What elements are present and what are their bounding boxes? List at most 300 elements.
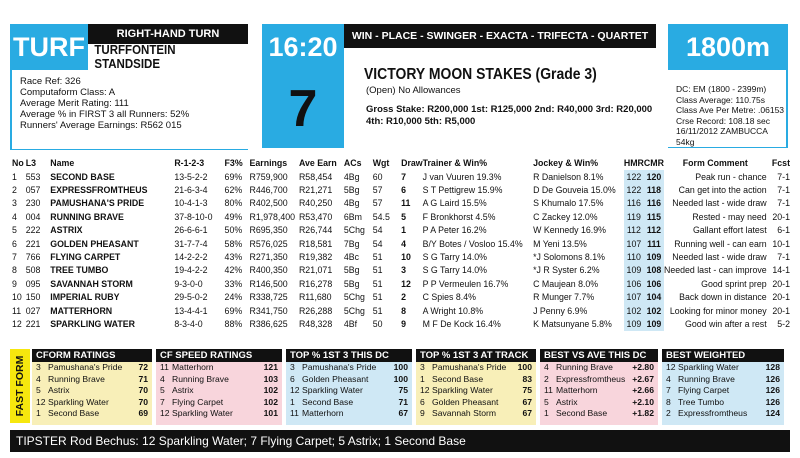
runner-acs: 5Bg xyxy=(343,278,360,289)
runner-f3: 69% xyxy=(224,171,243,182)
runner-r123: 9-3-0-0 xyxy=(174,278,203,289)
runner-draw: 10 xyxy=(401,252,411,263)
fast-form-row xyxy=(416,362,536,374)
runner-no: 4 xyxy=(12,211,17,222)
runner-hmr: 119 xyxy=(624,210,644,223)
table-row xyxy=(12,237,790,250)
runner-hmr: 122 xyxy=(624,183,644,196)
runner-trainer: P P Vermeulen 16.7% xyxy=(422,278,509,289)
table-row xyxy=(12,197,790,210)
runner-cmr: 104 xyxy=(644,291,664,304)
fast-form-horse: Matterhorn xyxy=(556,385,598,396)
fast-form-row xyxy=(32,385,152,397)
runner-draw: 5 xyxy=(401,211,406,222)
fast-form-value: 70 xyxy=(138,385,148,396)
fast-form-value: +2.66 xyxy=(632,385,654,396)
runner-fcst: 5-2 xyxy=(777,318,790,329)
runner-earn: R759,900 xyxy=(249,171,288,182)
runner-comment: Needed last - can improve xyxy=(663,265,767,276)
runner-name: RUNNING BRAVE xyxy=(50,211,124,222)
runner-fcst: 20-1 xyxy=(772,211,790,222)
runner-r123: 13-5-2-2 xyxy=(174,171,208,182)
fast-form-row xyxy=(32,397,152,409)
runner-f3: 88% xyxy=(224,318,243,329)
runner-cmr: 109 xyxy=(644,250,664,263)
fast-form-horse: Sparkling Water xyxy=(172,408,233,419)
fast-form-number: 7 xyxy=(160,396,165,407)
fast-form-horse: Matterhorn xyxy=(302,408,344,419)
col-l3: L3 xyxy=(25,157,36,168)
track-direction: RIGHT-HAND TURN xyxy=(88,24,248,44)
fast-form-box xyxy=(286,349,412,425)
runner-l3: 150 xyxy=(25,292,41,303)
runner-comment: Back down in distance xyxy=(679,292,767,303)
runner-acs: 7Bg xyxy=(343,238,360,249)
col-r123: R-1-2-3 xyxy=(174,157,205,168)
average-first3: Average % in FIRST 3 all Runners: 52% xyxy=(20,109,190,120)
runner-l3: 027 xyxy=(25,305,41,316)
fast-form-row xyxy=(156,374,282,386)
runner-comment: Needed last - wide draw xyxy=(672,252,767,263)
fast-form-row xyxy=(540,385,658,397)
runner-no: 6 xyxy=(12,238,17,249)
fast-form-number: 11 xyxy=(544,385,553,396)
runner-hmr: 106 xyxy=(624,277,644,290)
race-time: 16:20 xyxy=(262,24,344,70)
runner-jockey: M Yeni 13.5% xyxy=(533,238,587,249)
fast-form-number: 6 xyxy=(420,396,425,407)
runner-r123: 19-4-2-2 xyxy=(174,265,208,276)
runner-f3: 50% xyxy=(224,225,243,236)
runner-r123: 31-7-7-4 xyxy=(174,238,208,249)
fast-form-value: 75 xyxy=(398,385,408,396)
average-earnings: Runners' Average Earnings: R562 015 xyxy=(20,120,182,131)
runner-name: PAMUSHANA'S PRIDE xyxy=(50,198,145,209)
fast-form-number: 5 xyxy=(36,385,41,396)
runner-jockey: R Danielson 8.1% xyxy=(533,171,604,182)
runner-fcst: 20-1 xyxy=(772,278,790,289)
runner-ave: R16,278 xyxy=(298,278,333,289)
table-row xyxy=(12,183,790,196)
runner-f3: 80% xyxy=(224,198,243,209)
runner-acs: 5Chg xyxy=(343,225,365,236)
computaform-class: Computaform Class: A xyxy=(20,87,116,98)
runner-ave: R48,328 xyxy=(298,318,333,329)
fast-form-box-title: BEST WEIGHTED xyxy=(662,349,784,362)
fast-form-box xyxy=(156,349,282,425)
runner-comment: Good sprint prep xyxy=(701,278,767,289)
runner-l3: 057 xyxy=(25,185,41,196)
fast-form-horse: Golden Pheasant xyxy=(432,396,499,407)
stakes-line-1: Gross Stake: R200,000 1st: R125,000 2nd: R40,000 3rd: R20,000 xyxy=(366,104,653,115)
runner-trainer: P A Peter 16.2% xyxy=(422,225,487,236)
runner-ave: R58,454 xyxy=(298,171,333,182)
fast-form-horse: Second Base xyxy=(48,408,100,419)
course-record-holder: 16/11/2012 ZAMBUCCA 54kg xyxy=(676,126,768,147)
runner-draw: 12 xyxy=(401,278,411,289)
runner-earn: R446,700 xyxy=(249,185,288,196)
fast-form-horse: Pamushana's Pride xyxy=(302,362,377,372)
class-average-per-metre: Class Ave Per Metre: .06153 xyxy=(676,105,785,115)
runner-name: EXPRESSFROMTHEUS xyxy=(50,185,148,196)
fast-form-value: +2.10 xyxy=(632,396,654,407)
fast-form-value: +2.80 xyxy=(632,362,654,372)
fast-form-row xyxy=(416,374,536,386)
runner-r123: 37-8-10-0 xyxy=(174,211,213,222)
average-merit: Average Merit Rating: 111 xyxy=(20,98,129,109)
runner-f3: 58% xyxy=(224,238,243,249)
runner-acs: 5Chg xyxy=(343,305,365,316)
runner-name: SECOND BASE xyxy=(50,171,115,182)
runner-hmr: 107 xyxy=(624,237,644,250)
runner-r123: 29-5-0-2 xyxy=(174,292,208,303)
runner-earn: R576,025 xyxy=(249,238,288,249)
fast-form-row xyxy=(540,397,658,409)
fast-form-box xyxy=(662,349,784,425)
runner-hmr: 122 xyxy=(624,170,644,183)
runner-wgt: 51 xyxy=(372,292,383,303)
runner-hmr: 102 xyxy=(624,304,644,317)
fast-form-number: 4 xyxy=(666,373,671,384)
col-cmr: CMR xyxy=(643,157,664,168)
runner-cmr: 118 xyxy=(644,183,664,196)
col-ave-earn: Ave Earn xyxy=(298,157,337,168)
fast-form-number: 5 xyxy=(160,385,165,396)
runner-jockey: C Zackey 12.0% xyxy=(533,211,598,222)
fast-form-row xyxy=(662,408,784,420)
runner-cmr: 109 xyxy=(644,317,664,330)
runner-f3: 49% xyxy=(224,211,243,222)
fast-form-row xyxy=(540,374,658,386)
runner-ave: R53,470 xyxy=(298,211,333,222)
runner-cmr: 102 xyxy=(644,304,664,317)
fast-form-row xyxy=(156,408,282,420)
fast-form-value: 71 xyxy=(398,396,408,407)
fast-form-horse: Second Base xyxy=(556,408,608,419)
fast-form-value: +2.67 xyxy=(632,373,654,384)
runner-hmr: 107 xyxy=(624,291,644,304)
runner-jockey: D De Gouveia 15.0% xyxy=(533,185,616,196)
runner-jockey: J Penny 6.9% xyxy=(533,305,588,316)
fast-form-horse: Astrix xyxy=(556,396,578,407)
runner-fcst: 20-1 xyxy=(772,305,790,316)
fast-form-horse: Running Brave xyxy=(556,362,613,372)
runner-no: 8 xyxy=(12,265,17,276)
table-row xyxy=(12,210,790,223)
fast-form-number: 12 xyxy=(420,385,430,396)
fast-form-value: 69 xyxy=(138,408,148,419)
surface-label: TURF xyxy=(10,24,88,70)
fast-form-value: 103 xyxy=(263,373,278,384)
fast-form-number: 2 xyxy=(544,373,549,384)
dc-range: DC: EM (1800 - 2399m) xyxy=(676,84,767,94)
fast-form-row xyxy=(416,408,536,420)
runner-acs: 6Bm xyxy=(343,211,362,222)
table-row xyxy=(12,277,790,290)
runner-acs: 4Bg xyxy=(343,198,360,209)
runner-cmr: 112 xyxy=(644,224,664,237)
runner-f3: 33% xyxy=(224,278,243,289)
runner-ave: R19,382 xyxy=(298,252,333,263)
runner-trainer: F Bronkhorst 4.5% xyxy=(422,211,496,222)
runner-r123: 13-4-4-1 xyxy=(174,305,208,316)
fast-form-horse: Running Brave xyxy=(172,373,229,384)
fast-form-row xyxy=(286,362,412,374)
fast-form-value: 67 xyxy=(522,396,532,407)
stakes-line-2: 4th: R10,000 5th: R5,000 xyxy=(366,116,476,127)
runner-l3: 222 xyxy=(25,225,41,236)
runner-hmr: 116 xyxy=(624,197,644,210)
fast-form-number: 1 xyxy=(544,408,549,419)
fast-form-number: 5 xyxy=(544,396,549,407)
race-distance: 1800m xyxy=(668,24,788,70)
fast-form-number: 12 xyxy=(290,385,300,396)
runner-hmr: 110 xyxy=(624,250,644,263)
runner-fcst: 7-1 xyxy=(777,171,790,182)
fast-form-value: 71 xyxy=(138,373,148,384)
fast-form-value: 100 xyxy=(393,373,408,384)
runner-earn: R695,350 xyxy=(249,225,288,236)
runner-no: 2 xyxy=(12,185,17,196)
fast-form-horse: Sparkling Water xyxy=(302,385,363,396)
fast-form-row xyxy=(662,362,784,374)
runner-l3: 553 xyxy=(25,171,41,182)
runner-cmr: 108 xyxy=(644,264,664,277)
runner-acs: 4Bf xyxy=(343,318,358,329)
runner-comment: Gallant effort latest xyxy=(692,225,767,236)
fast-form-number: 1 xyxy=(36,408,41,419)
fast-form-horse: Expressfromtheus xyxy=(556,373,626,384)
fast-form-value: 100 xyxy=(517,362,532,372)
runner-wgt: 57 xyxy=(372,185,383,196)
runner-name: GOLDEN PHEASANT xyxy=(50,238,139,249)
col-earnings: Earnings xyxy=(249,157,288,168)
runner-comment: Running well - can earn xyxy=(674,238,767,249)
fast-form-value: 126 xyxy=(765,385,780,396)
runner-jockey: W Kennedy 16.9% xyxy=(533,225,606,236)
runner-fcst: 7-1 xyxy=(777,198,790,209)
runner-r123: 14-2-2-2 xyxy=(174,252,208,263)
runner-fcst: 7-1 xyxy=(777,185,790,196)
class-average: Class Average: 110.75s xyxy=(676,94,765,105)
fast-form-horse: Second Base xyxy=(432,373,484,384)
runner-comment: Can get into the action xyxy=(678,185,767,196)
fast-form-horse: Running Brave xyxy=(48,373,105,384)
fast-form-value: 75 xyxy=(522,385,532,396)
table-row xyxy=(12,224,790,237)
fast-form-value: 101 xyxy=(263,408,278,419)
fast-form-value: 72 xyxy=(138,362,148,372)
fast-form-number: 4 xyxy=(160,373,165,384)
runner-name: TREE TUMBO xyxy=(50,265,109,276)
runner-l3: 508 xyxy=(25,265,41,276)
runner-trainer: M F De Kock 16.4% xyxy=(422,318,501,329)
fast-form-value: 128 xyxy=(765,362,780,372)
runner-no: 7 xyxy=(12,252,17,263)
fast-form-value: 126 xyxy=(765,396,780,407)
col-wgt: Wgt xyxy=(372,157,390,168)
fast-form-number: 3 xyxy=(290,362,295,372)
fast-form-box-title: TOP % 1ST 3 AT TRACK xyxy=(416,349,536,362)
runner-comment: Needed last - wide draw xyxy=(672,198,767,209)
fast-form-number: 3 xyxy=(420,362,425,372)
runner-earn: R341,750 xyxy=(249,305,288,316)
fast-form-number: 11 xyxy=(290,408,299,419)
fast-form-box xyxy=(540,349,658,425)
runner-hmr: 112 xyxy=(624,224,644,237)
fast-form-box xyxy=(32,349,152,425)
fast-form-horse: Astrix xyxy=(172,385,194,396)
runner-cmr: 116 xyxy=(644,197,664,210)
runner-f3: 42% xyxy=(224,265,243,276)
runner-ave: R11,680 xyxy=(298,292,332,303)
runner-name: ASTRIX xyxy=(50,225,83,236)
runner-fcst: 20-1 xyxy=(772,292,790,303)
fast-form-number: 7 xyxy=(666,385,671,396)
runner-comment: Peak run - chance xyxy=(695,171,767,182)
col-acs: ACs xyxy=(343,157,362,168)
fast-form-horse: Pamushana's Pride xyxy=(48,362,123,372)
race-title: VICTORY MOON STAKES (Grade 3) xyxy=(364,66,597,83)
col-form-comment: Form Comment xyxy=(682,157,748,168)
runner-no: 1 xyxy=(12,171,17,182)
fast-form-number: 2 xyxy=(666,408,671,419)
runner-cmr: 106 xyxy=(644,277,664,290)
fast-form-row xyxy=(286,397,412,409)
runner-no: 3 xyxy=(12,198,17,209)
runner-l3: 004 xyxy=(25,211,41,222)
runner-f3: 43% xyxy=(224,252,243,263)
fast-form-box-title: TOP % 1ST 3 THIS DC xyxy=(286,349,412,362)
runner-draw: 11 xyxy=(401,198,411,209)
runner-acs: 5Chg xyxy=(343,292,365,303)
runner-l3: 230 xyxy=(25,198,41,209)
runner-jockey: R Munger 7.7% xyxy=(533,292,595,303)
race-stakes xyxy=(366,104,652,128)
runner-earn: R338,725 xyxy=(249,292,288,303)
race-number: 7 xyxy=(262,70,344,148)
runner-name: SPARKLING WATER xyxy=(50,318,135,329)
col-fcst: Fcst xyxy=(771,157,790,168)
fast-form-row xyxy=(156,397,282,409)
fast-form-number: 11 xyxy=(160,362,169,372)
runner-wgt: 57 xyxy=(372,198,383,209)
runner-wgt: 51 xyxy=(372,305,383,316)
runner-wgt: 54.5 xyxy=(372,211,390,222)
fast-form-horse: Savannah Storm xyxy=(432,408,497,419)
col-jockey: Jockey & Win% xyxy=(533,157,599,168)
runner-draw: 4 xyxy=(401,238,406,249)
runner-trainer: B/Y Botes / Vosloo 15.4% xyxy=(422,238,523,249)
runner-ave: R21,071 xyxy=(298,265,333,276)
runner-acs: 5Bg xyxy=(343,185,360,196)
runner-trainer: A Wright 10.8% xyxy=(422,305,484,316)
runner-earn: R271,350 xyxy=(249,252,288,263)
runner-jockey: K Matsunyane 5.8% xyxy=(533,318,612,329)
runner-f3: 62% xyxy=(224,185,243,196)
tipster-line: TIPSTER Rod Bechus: 12 Sparkling Water; 7 Flying Carpet; 5 Astrix; 1 Second Base xyxy=(10,430,790,452)
fast-form-horse: Astrix xyxy=(48,385,70,396)
runner-fcst: 7-1 xyxy=(777,252,790,263)
runner-fcst: 10-1 xyxy=(772,238,790,249)
race-info-panel xyxy=(10,70,248,150)
fast-form-horse: Tree Tumbo xyxy=(678,396,725,407)
fast-form-row xyxy=(32,362,152,374)
fast-form-row xyxy=(662,374,784,386)
runner-l3: 221 xyxy=(25,238,41,249)
fast-form-value: 121 xyxy=(263,362,278,372)
runner-no: 9 xyxy=(12,278,17,289)
runner-comment: Rested - may need xyxy=(692,211,767,222)
fast-form-horse: Flying Carpet xyxy=(172,396,224,407)
runner-l3: 766 xyxy=(25,252,41,263)
fast-form-number: 9 xyxy=(420,408,425,419)
col-no: No xyxy=(12,157,24,168)
fast-form-row xyxy=(286,374,412,386)
fast-form-value: 83 xyxy=(522,373,532,384)
runner-trainer: S G Tarry 14.0% xyxy=(422,265,487,276)
fast-form-horse: Expressfromtheus xyxy=(678,408,748,419)
fast-form-number: 4 xyxy=(36,373,41,384)
fast-form-row xyxy=(32,408,152,420)
runner-draw: 6 xyxy=(401,185,406,196)
runner-cmr: 115 xyxy=(644,210,664,223)
runner-acs: 5Bg xyxy=(343,265,360,276)
fast-form-box-title: CFORM RATINGS xyxy=(32,349,152,362)
runner-no: 12 xyxy=(12,318,22,329)
runner-trainer: C Spies 8.4% xyxy=(422,292,476,303)
runners-table xyxy=(12,155,790,331)
runner-no: 10 xyxy=(12,292,22,303)
col-f3: F3% xyxy=(224,157,243,168)
fast-form-number: 6 xyxy=(290,373,295,384)
runner-name: FLYING CARPET xyxy=(50,252,121,263)
fast-form-value: 126 xyxy=(765,373,780,384)
runner-f3: 24% xyxy=(224,292,243,303)
runner-jockey: C Maujean 8.0% xyxy=(533,278,599,289)
runner-trainer: J van Vuuren 19.3% xyxy=(422,171,502,182)
runner-draw: 9 xyxy=(401,318,406,329)
fast-form-value: 100 xyxy=(393,362,408,372)
fast-form-horse: Sparkling Water xyxy=(48,396,109,407)
runner-draw: 3 xyxy=(401,265,406,276)
course-record: Crse Record: 108.18 sec xyxy=(676,115,771,126)
fast-form-value: 67 xyxy=(522,408,532,419)
runner-trainer: S T Pettigrew 15.9% xyxy=(422,185,503,196)
fast-form-value: 70 xyxy=(138,396,148,407)
runner-earn: R400,350 xyxy=(249,265,288,276)
runner-ave: R26,744 xyxy=(298,225,333,236)
runner-ave: R21,271 xyxy=(298,185,333,196)
runner-hmr: 109 xyxy=(624,317,644,330)
runner-name: MATTERHORN xyxy=(50,305,113,316)
col-hmr: HMR xyxy=(623,157,644,168)
runner-f3: 69% xyxy=(224,305,243,316)
runner-l3: 221 xyxy=(25,318,41,329)
fast-form-number: 12 xyxy=(160,408,170,419)
fast-form-number: 3 xyxy=(36,362,41,372)
fast-form-row xyxy=(540,408,658,420)
fast-form-row xyxy=(416,397,536,409)
runner-earn: R386,625 xyxy=(249,318,288,329)
runner-acs: 4Bg xyxy=(343,171,360,182)
runner-comment: Good win after a rest xyxy=(685,318,767,329)
fast-form-number: 4 xyxy=(544,362,549,372)
fast-form-value: 102 xyxy=(263,396,278,407)
runner-earn: R146,500 xyxy=(249,278,288,289)
runner-ave: R26,288 xyxy=(298,305,333,316)
runner-name: SAVANNAH STORM xyxy=(50,278,133,289)
